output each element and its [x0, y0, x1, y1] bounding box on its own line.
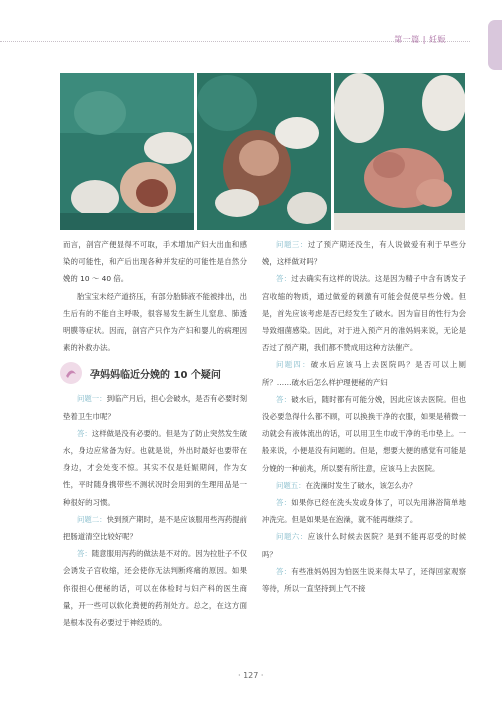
section-title: 孕妈妈临近分娩的 10 个疑问 [90, 370, 221, 381]
left-paragraph-1: 而言，剖宫产便显得不可取，手术增加产妇大出血和感染的可能性，和产后出现各种并发症的可能性是自然分娩的 10 ～ 40 倍。 [63, 240, 247, 284]
question-5-label: 问题五： [276, 480, 306, 490]
answer-5-label: 答： [276, 498, 292, 508]
delivery-photo-3 [334, 73, 465, 230]
question-1-text: 到临产月后，担心会破水，是否有必要时刻垫着卫生巾呢？ [63, 394, 248, 421]
answer-5-text: 如果你已经在洗头发或身体了，可以先用淋浴简单地冲洗完。但是如果是在泡澡，就不能再继续了。 [262, 498, 466, 525]
section-heading [60, 362, 250, 384]
question-6-label: 问题六： [276, 532, 308, 542]
question-5-text: 在洗澡时发生了破水，该怎么办？ [305, 480, 417, 490]
delivery-photo-1 [60, 73, 194, 230]
answer-3-label: 答： [276, 274, 292, 284]
chapter-header: 第一篇 | 妊娠 [394, 35, 446, 44]
answer-6-text: 有些准妈妈因为怕医生说来得太早了，还得回家观察等待，所以一直坚持到上气不接 [262, 566, 466, 594]
question-6-text: 应该什么时候去医院？是到不能再忍受的时候吗？ [262, 532, 466, 559]
question-2-label: 问题二： [77, 514, 107, 524]
answer-1-text: 这样做是没有必要的。但是为了防止突然发生破水，身边应常备为好。也就是说，外出时最好也要带在身边，才会处变不惊。其实不仅是妊娠期间，作为女性，平时随身携带些不测状况时会用到的生理用品是一种很好的习惯。 [63, 428, 248, 507]
question-4-text: 破水后应该马上去医院吗？是否可以上厕所？……破水后怎么样护理便秘的产妇 [262, 360, 466, 387]
answer-2-label: 答： [77, 549, 92, 559]
answer-4-label: 答： [276, 394, 292, 404]
chapter-side-tab [488, 20, 502, 70]
left-column [63, 236, 247, 631]
question-2-text: 快到预产期时，是不是应该服用些泻药提前把肠道清空比较好呢？ [63, 514, 248, 542]
question-4-label: 问题四： [276, 360, 311, 370]
answer-6-label: 答： [276, 566, 292, 576]
question-3-label: 问题三： [276, 240, 308, 249]
right-column [262, 236, 466, 597]
delivery-photo-2 [197, 73, 331, 230]
answer-1-label: 答： [77, 428, 92, 438]
question-1-label: 问题一： [77, 394, 107, 404]
page-number: · 127 · [238, 671, 264, 680]
answer-3-text: 过去确实有这样的说法。这是因为精子中含有诱发子宫收缩的物质，通过做爱的刺激有可能会促使早些分娩。但是，首先应该考虑是否已经发生了破水。因为盲目的性行为会导致细菌感染。因此，对于进入预产月的准妈妈来说，无论是否过了预产期，我们都不赞成用这种方法催产。 [262, 274, 466, 353]
question-3-text: 过了预产期还没生，有人说做爱有利于早些分娩，这样做对吗？ [262, 240, 466, 267]
answer-2-text: 随意服用泻药的做法是不对的。因为拉肚子不仅会诱发子宫收缩，还会使你无法判断疼痛的原因。如果你很担心便秘的话，可以在体检时与妇产科的医生商量，开一些可以软化粪便的药剂处方。总之，在这方面是根本没有必要过于神经质的。 [63, 549, 248, 628]
answer-4-text: 破水后，随时都有可能分娩，因此应该去医院。但也没必要急得什么都不顾，可以换换干净的衣服，如果是稍微一动就会有液体流出的话，可以用卫生巾或干净的毛巾垫上。一般来说，小便是没有问题的。但是，想要大便的感觉有可能是分娩的一种前兆，所以要有所注意，应该马上去医院。 [262, 394, 466, 473]
flower-icon [60, 362, 82, 384]
left-paragraph-2: 胎宝宝未经产道挤压，有部分胎肺液不能被排出，出生后有的不能自主呼吸，很容易发生新生儿窒息、肺透明膜等症状。因而，剖宫产只作为产妇和婴儿的病理因素的补救办法。 [63, 291, 247, 353]
